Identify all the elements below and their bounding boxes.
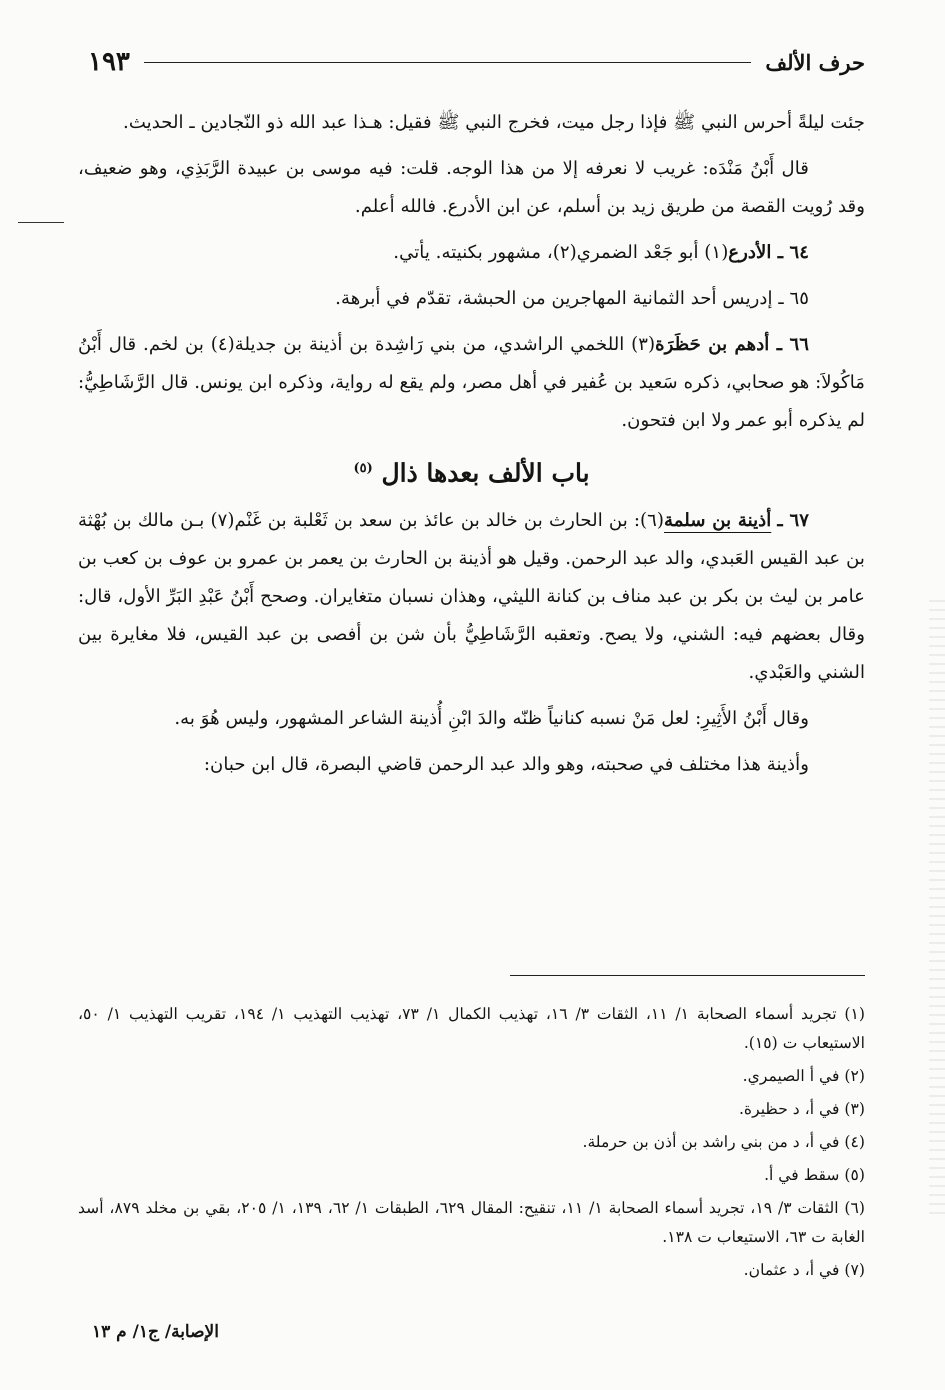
paragraph-ibn-hibban: وأذينة هذا مختلف في صحبته، وهو والد عبد الرحمن قاضي البصرة، قال ابن حبان: bbox=[203, 754, 809, 776]
section-heading bbox=[78, 448, 865, 494]
entry-65: ٦٥ ـ إدريس أحد الثمانية المهاجرين من الحبشة، تقدّم في أبرهة. bbox=[335, 288, 809, 309]
margin-mark bbox=[18, 222, 64, 223]
section-title: باب الألف بعدها ذال bbox=[381, 458, 590, 488]
entry-66 bbox=[78, 326, 865, 440]
footnote-6: (٦) الثقات ٣/ ١٩، تجريد أسماء الصحابة ١/ ١١، تنقيح: المقال ٦٢٩، الطبقات ١/ ٦٢، ١٣٩، ١/ ٢٠٥، بقي بن مخلد ٨٧٩، أسد الغابة ت ٦٣، الاستيعاب ت ١٣٨. bbox=[78, 1199, 865, 1246]
footnote-5: (٥) سقط في أ. bbox=[764, 1166, 865, 1184]
entry-64-text: (١) أبو جَعْد الضمري(٢)، مشهور بكنيته. يأتي. bbox=[393, 242, 729, 263]
main-text bbox=[78, 104, 865, 792]
footnote-4: (٤) في أ، د من بني راشد بن أذن بن حرملة. bbox=[582, 1133, 865, 1151]
chapter-title: حرف الألف bbox=[765, 49, 865, 75]
entry-66-heading: ٦٦ ـ أدهم بن حَظَرَة bbox=[655, 334, 809, 355]
signature-line: الإصابة/ ج١/ م ١٣ bbox=[92, 1322, 219, 1342]
running-header bbox=[88, 42, 865, 82]
paragraph-ibn-mandah: قال أَبْنُ مَنْدَه: غريب لا نعرفه إلا من هذا الوجه. قلت: فيه موسى بن عبيدة الرَّبَذِي، وهو ضعيف، وقد رُويت القصة من طريق زيد بن أسلم، عن ابن الأدرع. فالله أعلم. bbox=[78, 158, 865, 217]
footnote-7: (٧) في أ، د عثمان. bbox=[743, 1261, 865, 1279]
paragraph-ibn-athir: وقال أَبْنُ الأَثِيرِ: لعل مَنْ نسبه كنانياً ظنّه والدَ ابْنِ أُذينة الشاعر المشهور، وليس هُوَ به. bbox=[174, 708, 809, 730]
entry-66-text: (٣) اللخمي الراشدي، من بني رَاشِدة بن أذينة بن جديلة(٤) بن لخم. قال أَبْنُ مَاكُولاَ: هو صحابي، ذكره سَعيد بن عُفير في أهل مصر، ولم يقع له رواية، وذكره ابن يونس. قال الرَّشَاطِيُّ: لم يذكره أبو عمر ولا ابن فتحون. bbox=[78, 334, 865, 431]
footnote-3: (٣) في أ، د حظيرة. bbox=[738, 1100, 865, 1118]
footnote-divider bbox=[510, 975, 865, 976]
entry-67-name: أذينة بن سلمة bbox=[664, 510, 772, 532]
header-rule bbox=[144, 62, 751, 63]
footnote-1: (١) تجريد أسماء الصحابة ١/ ١١، الثقات ٣/ ١٦، تهذيب الكمال ١/ ٧٣، تهذيب التهذيب ١/ ١٩٤، تقريب التهذيب ١/ ٥٠، الاستيعاب ت (١٥). bbox=[78, 1005, 865, 1052]
entry-64 bbox=[78, 234, 865, 272]
entry-64-heading: ٦٤ ـ الأدرع bbox=[728, 242, 809, 263]
entry-67-number: ٦٧ ـ bbox=[777, 510, 809, 532]
footnotes bbox=[78, 1000, 865, 1289]
entry-67-text: (٦): بن الحارث بن خالد بن عائذ بن سعد بن ثَعْلبة بن غَنْم(٧) بـن مالك بن بُهْثة بن عبد القيس العَبدي، والد عبد الرحمن. وقيل هو أذينة بن الحارث بن يعمر بن عمرو بن عوف بن كعب بن عامر بن ليث بن بكر بن عبد مناف بن كنانة الليثي، وهذان نسبان متغايران. وصحح أَبْنُ عَبْدِ البَرِّ الأول، قال: وقال بعضهم فيه: الشني، ولا يصح. وتعقبه الرَّشَاطِيُّ بأن شن بن أفصى بن عبد القيس، فلا مغايرة بين الشني والعَبْدي. bbox=[78, 510, 865, 684]
page-number: ١٩٣ bbox=[88, 47, 130, 77]
footnote-2: (٢) في أ الصيمري. bbox=[742, 1067, 865, 1085]
paragraph-hadith: جئت ليلةً أحرس النبي ﷺ فإذا رجل ميت، فخرج النبي ﷺ فقيل: هـذا عبد الله ذو النّجادين ـ الحديث. bbox=[123, 112, 865, 133]
scan-edge bbox=[929, 600, 945, 1220]
section-footnote-ref: (٥) bbox=[353, 461, 373, 476]
entry-67 bbox=[78, 502, 865, 692]
